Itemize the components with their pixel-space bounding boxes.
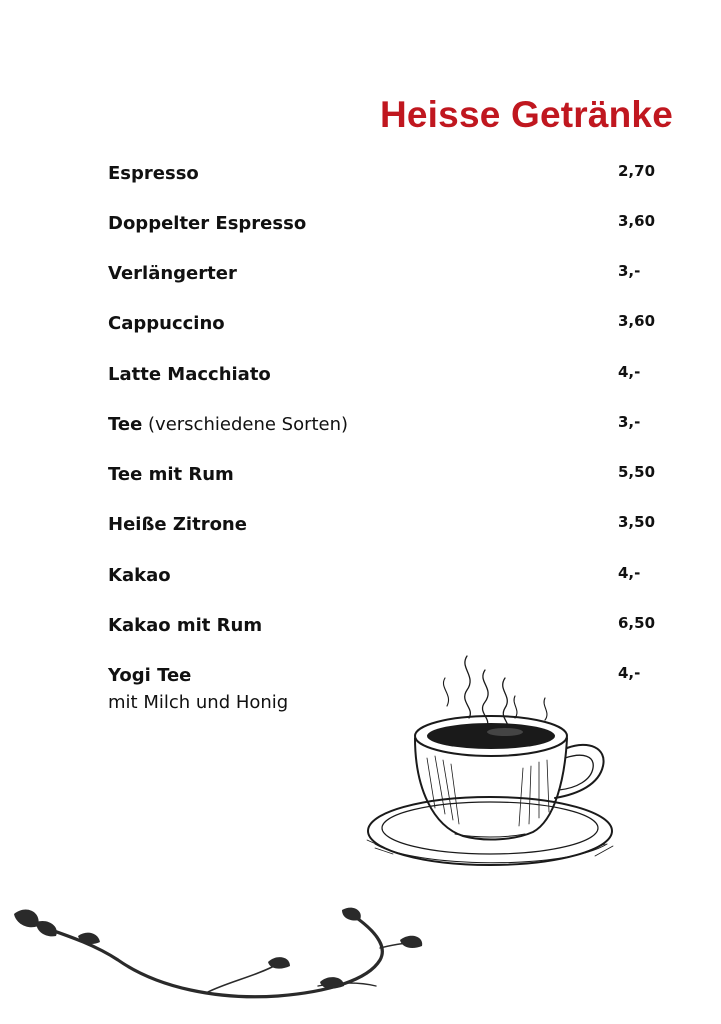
item-name bbox=[108, 163, 199, 184]
menu-item bbox=[108, 514, 668, 554]
item-name-text: Latte Macchiato bbox=[108, 364, 271, 385]
item-description: mit Milch und Honig bbox=[108, 692, 289, 713]
menu-item bbox=[108, 414, 668, 454]
item-name-text: Verlängerter bbox=[108, 263, 237, 284]
item-name-text: Cappuccino bbox=[108, 313, 225, 334]
item-name-text: Tee mit Rum bbox=[108, 464, 234, 485]
item-name bbox=[108, 565, 171, 586]
item-name bbox=[108, 615, 262, 636]
item-name-text: Espresso bbox=[108, 163, 199, 184]
item-price: 5,50 bbox=[618, 463, 656, 481]
item-note: (verschiedene Sorten) bbox=[142, 414, 349, 435]
item-name bbox=[108, 313, 225, 334]
item-name-text: Tee bbox=[108, 414, 143, 435]
vine-branch-icon bbox=[8, 900, 428, 1010]
page-title: Heisse Getränke bbox=[379, 94, 673, 135]
coffee-cup-sketch-icon bbox=[355, 648, 625, 888]
menu-item bbox=[108, 464, 668, 504]
menu-item bbox=[108, 364, 668, 404]
item-price: 2,70 bbox=[618, 162, 656, 180]
item-name bbox=[108, 213, 306, 234]
menu-item bbox=[108, 213, 668, 253]
menu-item bbox=[108, 313, 668, 353]
item-price: 3,60 bbox=[618, 212, 656, 230]
item-name bbox=[108, 514, 247, 535]
item-price: 4,- bbox=[618, 564, 641, 582]
item-name-text: Yogi Tee bbox=[108, 665, 192, 686]
item-name-text: Heiße Zitrone bbox=[108, 514, 247, 535]
item-name-text: Kakao bbox=[108, 565, 171, 586]
item-name bbox=[108, 364, 271, 385]
item-name bbox=[108, 665, 191, 686]
item-price: 4,- bbox=[618, 664, 641, 682]
item-name bbox=[108, 414, 348, 435]
item-name bbox=[108, 263, 237, 284]
item-price: 3,50 bbox=[618, 513, 656, 531]
item-name-text: Kakao mit Rum bbox=[108, 615, 263, 636]
item-price: 3,60 bbox=[618, 312, 656, 330]
item-price: 6,50 bbox=[618, 614, 656, 632]
item-price: 3,- bbox=[618, 262, 641, 280]
menu-item bbox=[108, 565, 668, 605]
item-name-text: Doppelter Espresso bbox=[108, 213, 307, 234]
item-name bbox=[108, 464, 234, 485]
menu-item bbox=[108, 263, 668, 303]
menu-item bbox=[108, 163, 668, 203]
item-price: 4,- bbox=[618, 363, 641, 381]
item-price: 3,- bbox=[618, 413, 641, 431]
